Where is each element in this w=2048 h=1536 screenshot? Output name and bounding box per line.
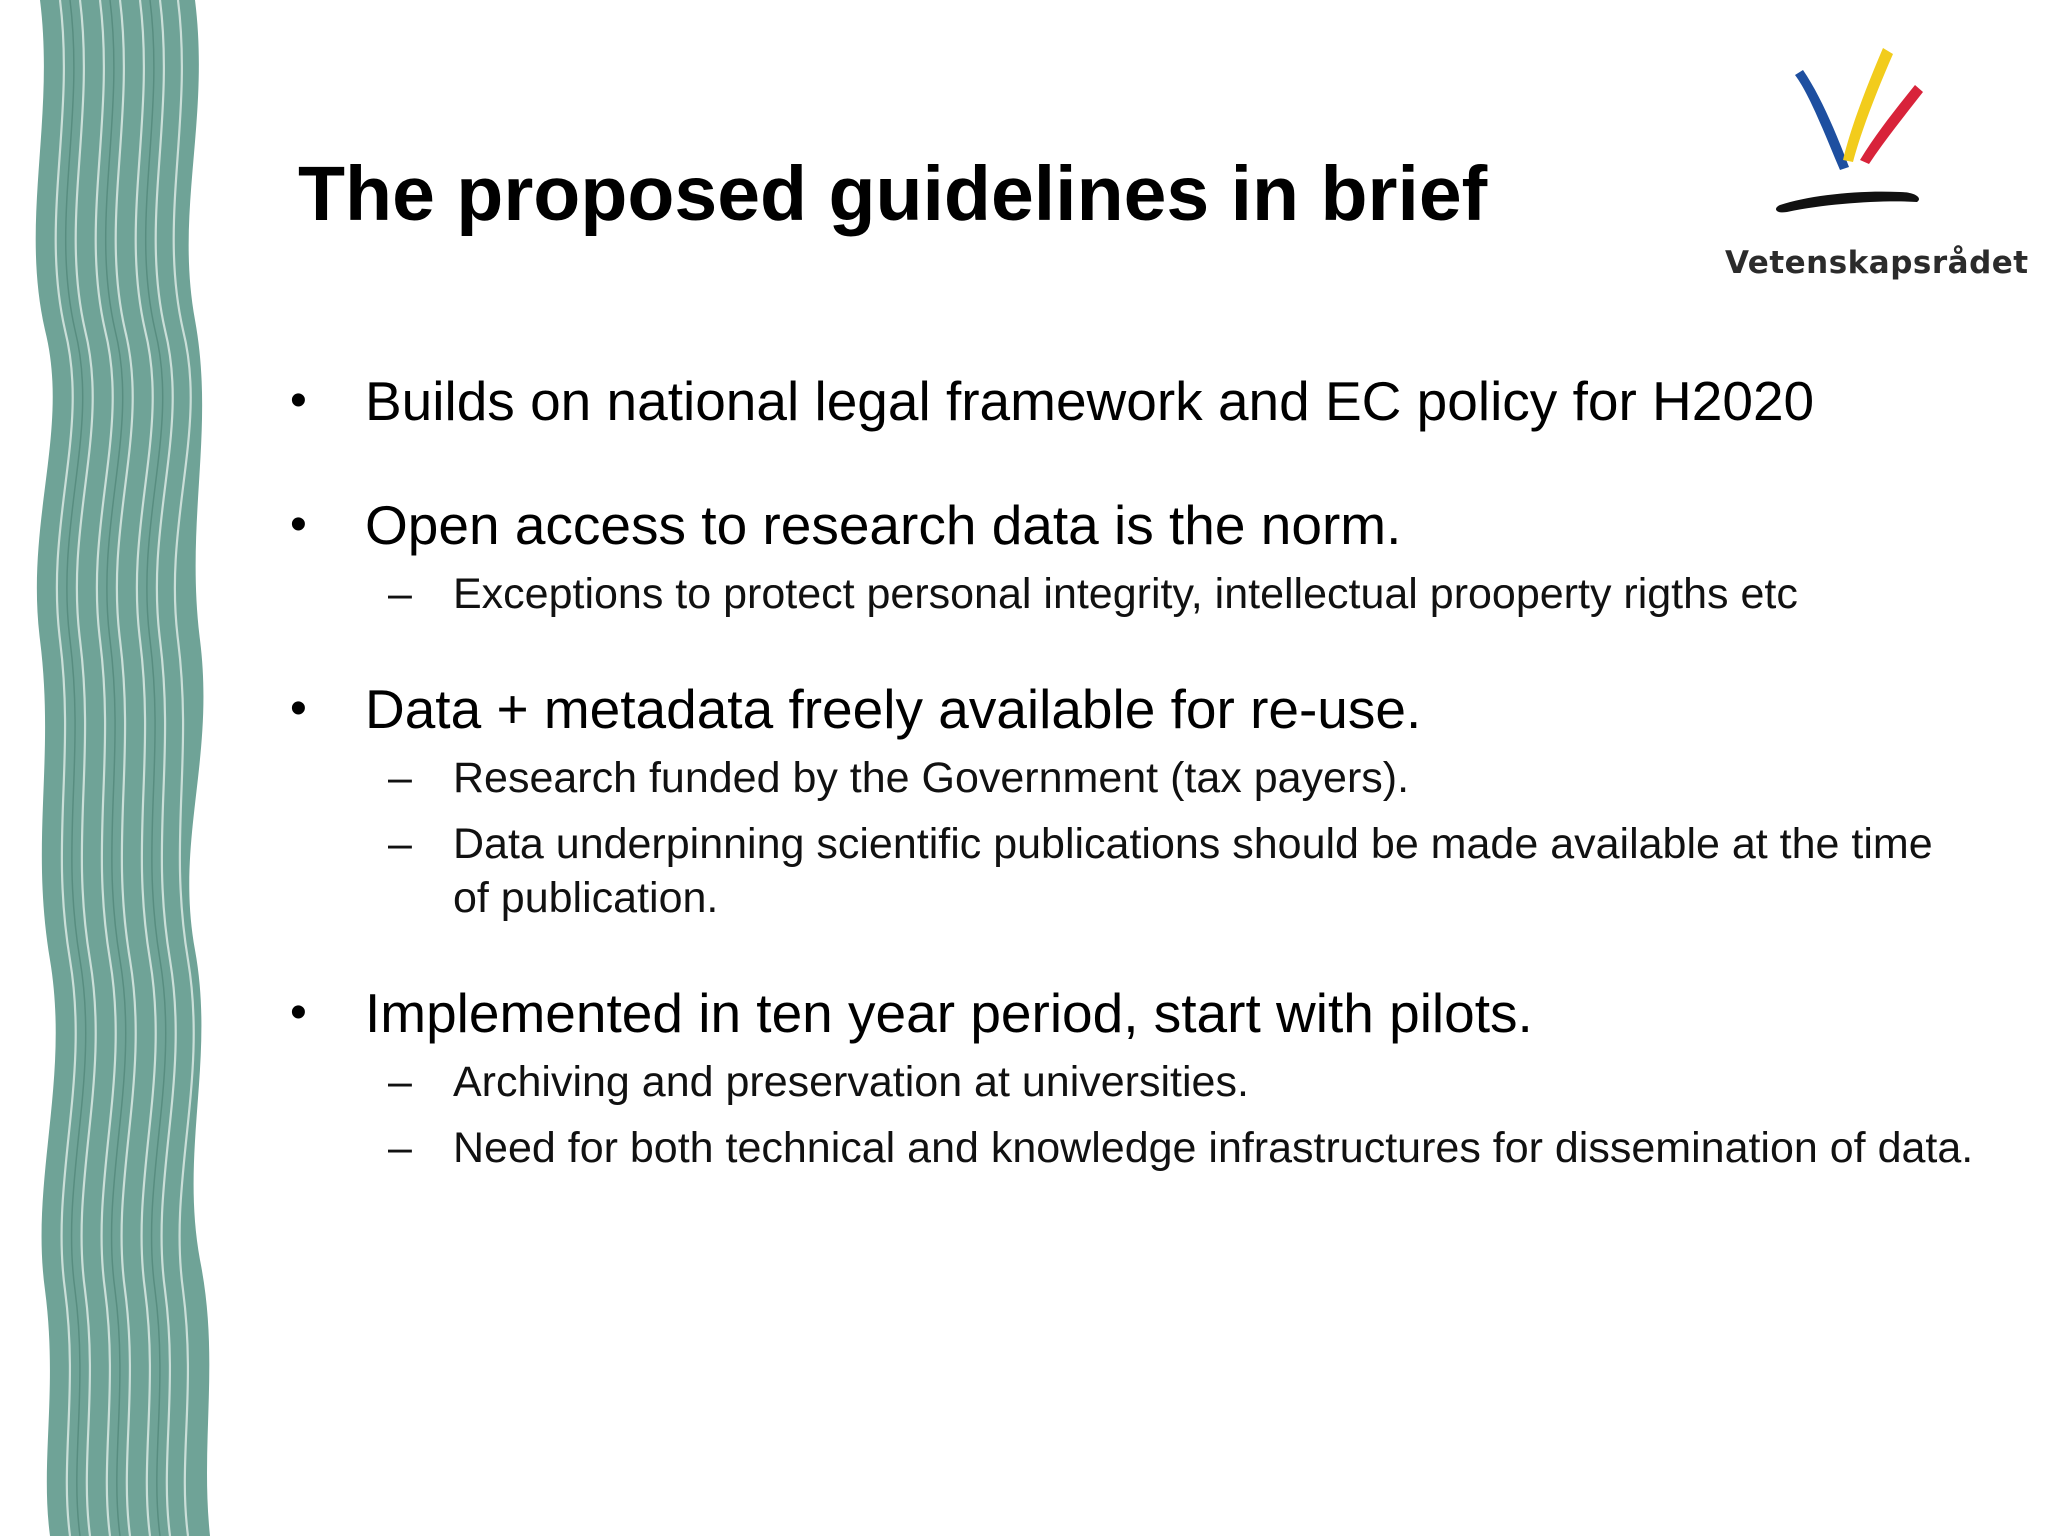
sub-bullet-text: Data underpinning scientific publications should be made available at the time of publication.	[453, 820, 1933, 922]
sub-bullet-marker: –	[388, 754, 412, 802]
bullet-marker: •	[290, 498, 307, 551]
bullet-item	[280, 489, 1980, 561]
sub-bullet-marker: –	[388, 820, 412, 868]
bullet-text: Implemented in ten year period, start with pilots.	[365, 982, 1533, 1044]
sub-bullet-marker: –	[388, 1124, 412, 1172]
bullet-marker: •	[290, 986, 307, 1039]
decorative-wave-strip	[0, 0, 230, 1536]
bullet-marker: •	[290, 374, 307, 427]
sub-bullet-item	[280, 1055, 1980, 1109]
logo-wordmark: Vetenskapsrådet	[1725, 245, 2029, 281]
slide-title: The proposed guidelines in brief	[298, 151, 1488, 237]
sub-bullet-marker: –	[388, 570, 412, 618]
bullet-item	[280, 673, 1980, 745]
bullet-text: Data + metadata freely available for re-use.	[365, 678, 1422, 740]
bullet-item	[280, 977, 1980, 1049]
sub-bullet-text: Exceptions to protect personal integrity, intellectual prooperty rigths etc	[453, 570, 1798, 618]
sub-bullet-text: Need for both technical and knowledge infrastructures for dissemination of data.	[453, 1124, 1974, 1172]
sub-bullet-item	[280, 751, 1980, 805]
sub-bullet-item	[280, 567, 1980, 621]
bullet-item	[280, 365, 1980, 437]
sub-bullet-text: Archiving and preservation at universities.	[453, 1058, 1249, 1106]
bullet-text: Builds on national legal framework and EC policy for H2020	[365, 370, 1815, 432]
bullet-marker: •	[290, 682, 307, 735]
vetenskapsradet-logo-icon	[1765, 40, 1955, 230]
sub-bullet-item	[280, 1121, 1980, 1175]
vetenskapsradet-logo	[1725, 40, 2029, 300]
bullet-text: Open access to research data is the norm.	[365, 494, 1402, 556]
sub-bullet-marker: –	[388, 1058, 412, 1106]
sub-bullet-item	[280, 817, 1980, 925]
bullet-list	[280, 365, 1980, 1175]
sub-bullet-text: Research funded by the Government (tax payers).	[453, 754, 1410, 802]
